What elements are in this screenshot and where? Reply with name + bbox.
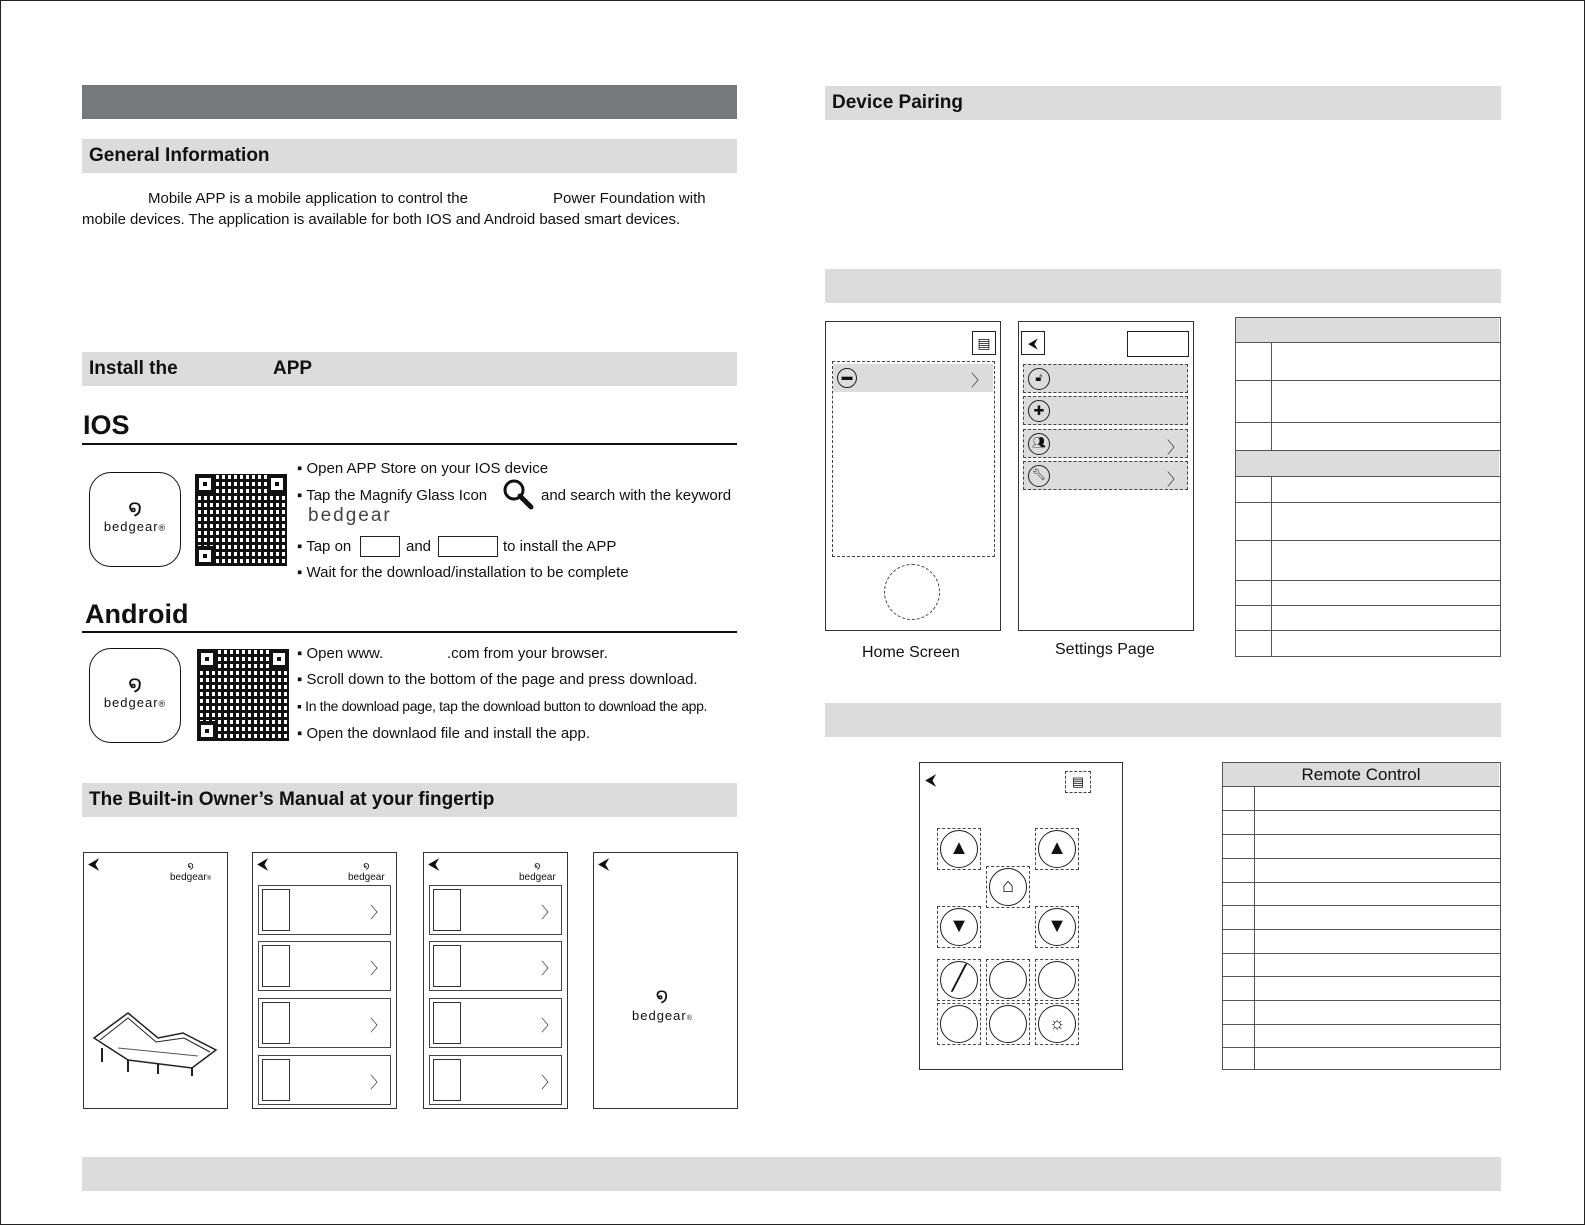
ios-step-3c: to install the APP — [503, 538, 617, 555]
device-list-area — [832, 361, 995, 557]
android-step-3: ▪ In the download page, tap the download button to download the app. — [297, 698, 708, 714]
chevron-right-icon: 〉 — [540, 1018, 557, 1035]
android-title: Android — [85, 599, 189, 629]
settings-item-add[interactable] — [1023, 396, 1188, 425]
remote-card-1[interactable] — [258, 885, 391, 935]
light-button[interactable] — [1035, 1003, 1079, 1045]
remote-control-table — [1222, 762, 1501, 1070]
remote-card-7[interactable] — [429, 998, 562, 1048]
ios-step-3: ▪ Tap on — [297, 538, 352, 555]
foot-down-button[interactable] — [1035, 906, 1079, 948]
ios-qr-code — [195, 474, 287, 566]
table-subheader — [1236, 450, 1499, 476]
settings-item-unlock[interactable] — [1023, 364, 1188, 393]
add-icon: ✚ — [1028, 400, 1050, 422]
chevron-right-icon: 〉 — [369, 905, 386, 922]
down-arrow-icon: ▼ — [1038, 908, 1076, 946]
general-text-1a: Mobile APP is a mobile application to control the — [148, 190, 468, 207]
android-step-2: ▪ Scroll down to the bottom of the page and press download. — [297, 671, 698, 688]
chevron-right-icon: 〉 — [540, 1075, 557, 1092]
footer-bar — [82, 1157, 1501, 1191]
brand-logo: ໑ bedgear — [519, 861, 556, 883]
back-arrow-icon[interactable]: ⮜ — [428, 856, 440, 873]
get-button-box — [360, 536, 400, 557]
remote-card-8[interactable] — [429, 1055, 562, 1105]
back-arrow-icon[interactable]: ⮜ — [88, 856, 100, 873]
manual-heading: The Built-in Owner’s Manual at your fingertip — [82, 783, 737, 817]
remote-card-2[interactable] — [258, 941, 391, 991]
chevron-right-icon: 〉 — [1166, 440, 1183, 457]
up-arrow-icon: ▲ — [1038, 830, 1076, 868]
android-rule — [82, 631, 737, 633]
slash-icon: ╱ — [940, 961, 978, 999]
settings-page-caption: Settings Page — [1055, 641, 1155, 658]
light-icon: ☼ — [1038, 1005, 1076, 1043]
chevron-right-icon: 〉 — [540, 905, 557, 922]
android-step-4: ▪ Open the downlaod file and install the app. — [297, 725, 591, 742]
ios-step-2: ▪ Tap the Magnify Glass Icon — [297, 487, 488, 504]
preset-button-3[interactable] — [1035, 959, 1079, 1001]
back-arrow-icon[interactable]: ⮜ — [257, 856, 269, 873]
remote-control-table-title: Remote Control — [1223, 763, 1499, 786]
home-screen-caption: Home Screen — [862, 644, 960, 661]
remote-card-4[interactable] — [258, 1055, 391, 1105]
brand-logo: ໑ bedgear — [348, 861, 385, 883]
back-arrow-icon[interactable]: ⮜ — [925, 772, 937, 789]
menu-list-icon[interactable]: ▤ — [1065, 771, 1091, 793]
ios-title: IOS — [83, 410, 130, 440]
ios-app-icon[interactable]: ໑ bedgear® — [89, 472, 181, 567]
settings-item-tools[interactable] — [1023, 461, 1188, 490]
brand-logo: ໑ bedgear® — [632, 985, 693, 1023]
ios-rule — [82, 443, 737, 445]
install-app-heading: Install the APP — [82, 352, 737, 386]
ios-keyword: bedgear — [308, 505, 392, 526]
android-qr-code — [197, 649, 289, 741]
menu-list-icon[interactable]: ▤ — [972, 331, 996, 355]
android-app-icon[interactable]: ໑ bedgear® — [89, 648, 181, 743]
unlock-icon: 🔓︎ — [1028, 368, 1050, 390]
preset-button-2[interactable] — [986, 959, 1030, 1001]
bed-icon: ▬ — [837, 368, 857, 388]
ios-step-2b: and search with the keyword — [541, 487, 732, 504]
head-down-button[interactable] — [937, 906, 981, 948]
head-up-button[interactable] — [937, 828, 981, 870]
swirl-logo-icon: ໑ — [127, 495, 143, 520]
manual-screen-remotes-1 — [252, 852, 397, 1109]
add-device-circle[interactable] — [884, 564, 940, 620]
brand-logo: ໑ bedgear® — [170, 861, 212, 883]
general-text-2: mobile devices. The application is available for both IOS and Android based smart devices. — [82, 211, 681, 228]
up-arrow-icon: ▲ — [940, 830, 978, 868]
ios-step-1: ▪ Open APP Store on your IOS device — [297, 460, 549, 477]
preset-button-1[interactable] — [937, 959, 981, 1001]
magnify-glass-icon — [502, 478, 534, 510]
home-icon: ⌂ — [989, 868, 1027, 906]
settings-page-mockup — [1018, 321, 1194, 631]
install-button-box — [438, 536, 498, 557]
remote-heading-bar — [825, 703, 1501, 737]
manual-screen-splash — [593, 852, 738, 1109]
flat-home-button[interactable] — [986, 866, 1030, 908]
general-information-heading: General Information — [82, 139, 737, 173]
back-arrow-icon[interactable]: ⮜ — [598, 856, 610, 873]
foot-up-button[interactable] — [1035, 828, 1079, 870]
settings-item-users[interactable] — [1023, 429, 1188, 458]
remote-control-mockup — [919, 762, 1123, 1070]
remote-card-3[interactable] — [258, 998, 391, 1048]
screens-heading-bar — [825, 269, 1501, 303]
android-step-1b: .com from your browser. — [447, 645, 608, 662]
manual-screen-cover — [83, 852, 228, 1109]
device-list-item[interactable] — [833, 364, 993, 392]
chevron-right-icon: 〉 — [369, 961, 386, 978]
remote-card-5[interactable] — [429, 885, 562, 935]
general-text-1b: Power Foundation with — [553, 190, 706, 207]
table-header — [1236, 318, 1499, 342]
chevron-right-icon: 〉 — [540, 961, 557, 978]
swirl-logo-icon: ໑ — [127, 671, 143, 696]
people-icon: 👥︎ — [1028, 433, 1050, 455]
left-title-bar — [82, 85, 737, 119]
ios-step-4: ▪ Wait for the download/installation to be complete — [297, 564, 629, 581]
settings-title-box — [1127, 331, 1189, 357]
remote-card-6[interactable] — [429, 941, 562, 991]
chevron-right-icon: 〉 — [970, 373, 987, 390]
back-arrow-icon[interactable]: ⮜ — [1021, 331, 1045, 355]
bed-illustration — [88, 978, 224, 1078]
chevron-right-icon: 〉 — [369, 1018, 386, 1035]
down-arrow-icon: ▼ — [940, 908, 978, 946]
device-pairing-heading: Device Pairing — [825, 86, 1501, 120]
ios-step-3b: and — [406, 538, 432, 555]
preset-button-4[interactable] — [937, 1003, 981, 1045]
preset-button-5[interactable] — [986, 1003, 1030, 1045]
screens-legend-table — [1235, 317, 1501, 657]
chevron-right-icon: 〉 — [1166, 472, 1183, 489]
home-screen-mockup — [825, 321, 1001, 631]
android-step-1: ▪ Open www. — [297, 645, 384, 662]
wrench-icon: 🔧︎ — [1028, 465, 1050, 487]
manual-screen-remotes-2 — [423, 852, 568, 1109]
chevron-right-icon: 〉 — [369, 1075, 386, 1092]
